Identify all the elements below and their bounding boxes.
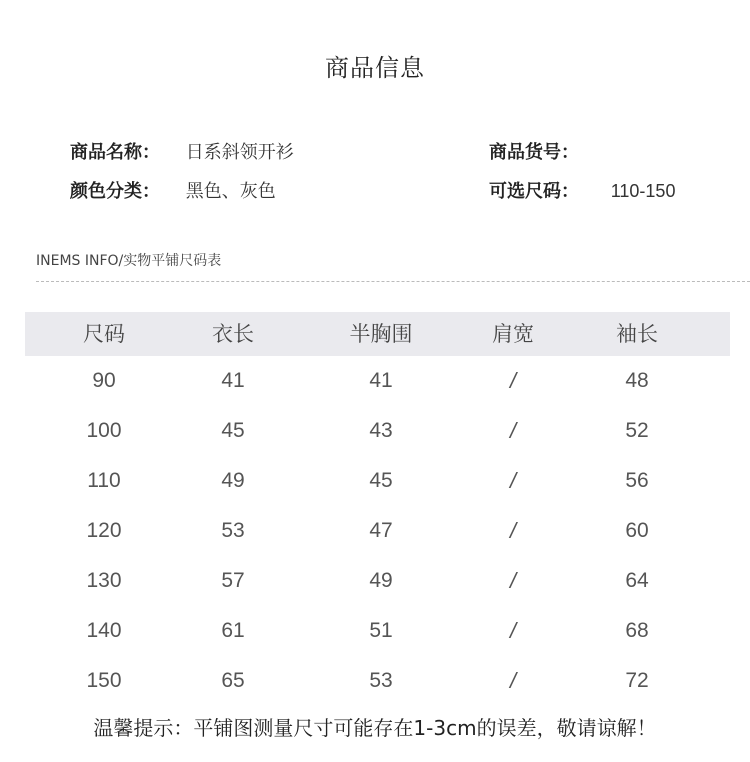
cell-half-chest: 49: [369, 569, 393, 592]
header-sleeve: 袖长: [616, 322, 658, 346]
cell-shoulder: /: [509, 468, 517, 493]
size-range-value: 110-150: [610, 181, 676, 201]
table-row: [25, 356, 730, 406]
cell-size: 110: [87, 469, 121, 492]
cell-sleeve: 72: [625, 669, 649, 692]
table-row: [25, 506, 730, 556]
product-name-label: 商品名称：: [70, 142, 160, 163]
cell-length: 41: [221, 369, 245, 392]
product-number-row: [489, 138, 579, 164]
cell-half-chest: 51: [369, 619, 393, 642]
product-number-label: 商品货号：: [489, 142, 579, 163]
size-table: [25, 312, 730, 706]
table-row: [25, 456, 730, 506]
section-divider: [36, 281, 750, 282]
table-row: [25, 406, 730, 456]
cell-shoulder: /: [509, 568, 517, 593]
cell-length: 57: [221, 569, 245, 592]
size-range-label: 可选尺码：: [489, 181, 579, 202]
cell-length: 45: [221, 419, 245, 442]
table-row: [25, 556, 730, 606]
cell-half-chest: 45: [369, 469, 393, 492]
header-half-chest: 半胸围: [349, 322, 413, 346]
cell-sleeve: 60: [625, 519, 649, 542]
cell-shoulder: /: [509, 518, 517, 543]
cell-size: 120: [86, 519, 122, 542]
page-title: 商品信息: [325, 54, 425, 82]
cell-shoulder: /: [509, 418, 517, 443]
color-row: [70, 177, 276, 203]
table-header-row: [25, 312, 730, 356]
cell-half-chest: 47: [369, 519, 393, 542]
cell-sleeve: 64: [625, 569, 649, 592]
cell-sleeve: 68: [625, 619, 649, 642]
cell-shoulder: /: [509, 668, 517, 693]
measurement-disclaimer: 温馨提示：平铺图测量尺寸可能存在1-3cm的误差，敬请谅解！: [93, 716, 657, 740]
header-size: 尺码: [83, 322, 125, 346]
product-name-value: 日系斜领开衫: [185, 142, 294, 163]
cell-size: 100: [86, 419, 122, 442]
cell-length: 65: [221, 669, 245, 692]
table-row: [25, 606, 730, 656]
cell-half-chest: 41: [369, 369, 393, 392]
cell-size: 90: [92, 369, 116, 392]
header-shoulder: 肩宽: [492, 322, 534, 346]
cell-shoulder: /: [509, 368, 517, 393]
cell-half-chest: 43: [369, 419, 393, 442]
cell-length: 61: [221, 619, 245, 642]
size-range-row: [489, 177, 675, 203]
table-row: [25, 656, 730, 706]
cell-length: 53: [221, 519, 245, 542]
cell-shoulder: /: [509, 618, 517, 643]
cell-size: 130: [86, 569, 122, 592]
color-value: 黑色、灰色: [185, 181, 276, 202]
color-label: 颜色分类：: [70, 181, 160, 202]
cell-size: 150: [86, 669, 122, 692]
cell-sleeve: 48: [625, 369, 649, 392]
cell-size: 140: [86, 619, 122, 642]
header-length: 衣长: [212, 322, 254, 346]
cell-sleeve: 56: [625, 469, 649, 492]
product-name-row: [70, 138, 294, 164]
cell-half-chest: 53: [369, 669, 393, 692]
cell-sleeve: 52: [625, 419, 649, 442]
cell-length: 49: [221, 469, 245, 492]
size-chart-heading: INEMS INFO/实物平铺尺码表: [36, 253, 222, 269]
